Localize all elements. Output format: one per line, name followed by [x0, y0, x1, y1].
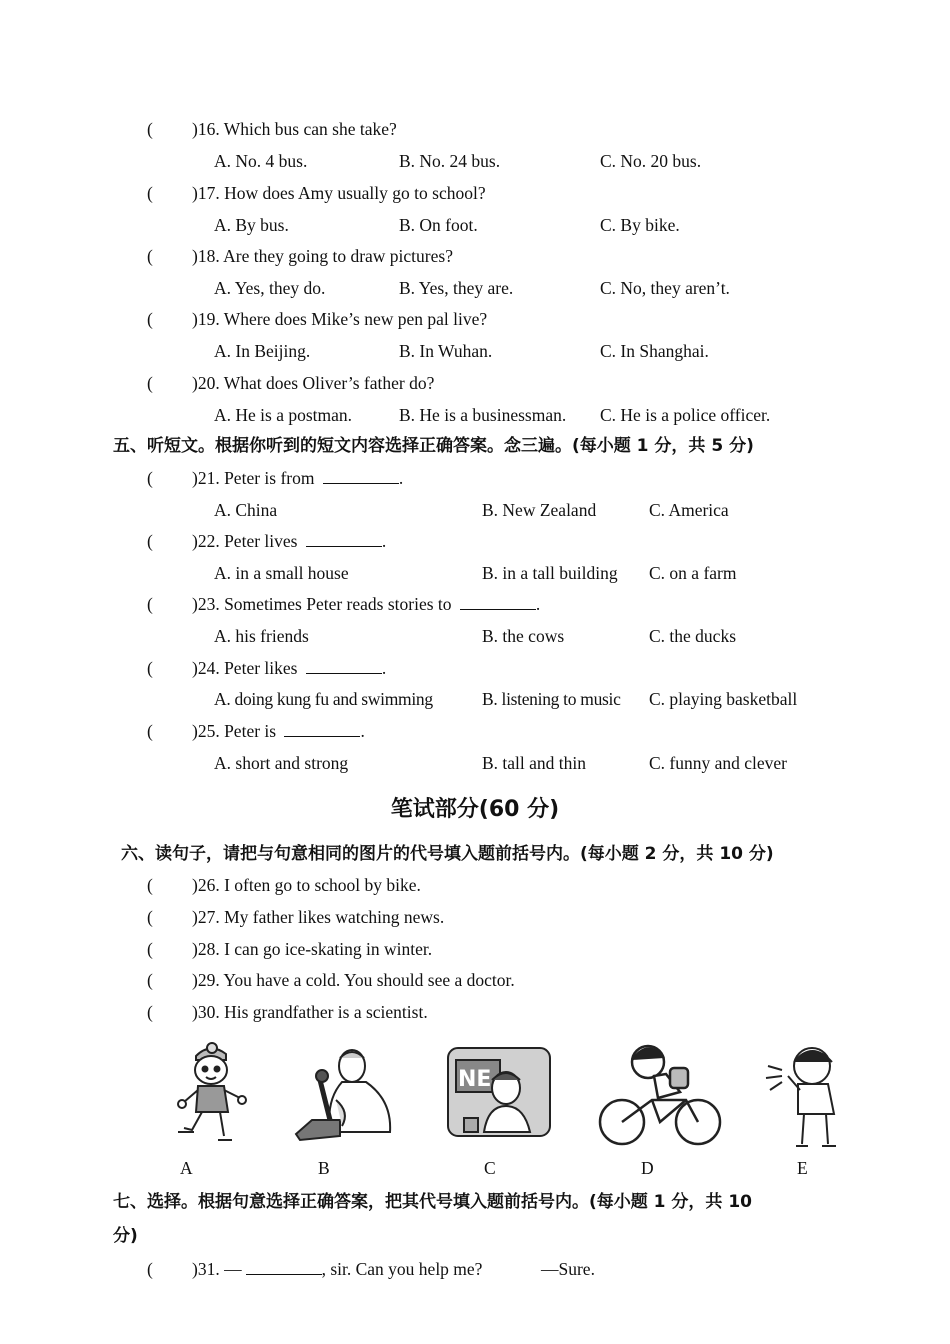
question-text: )27. My father likes watching news.	[192, 907, 445, 927]
question-stem	[192, 1258, 482, 1280]
option-a: A. short and strong	[214, 753, 349, 773]
option-c: C. the ducks	[649, 626, 737, 646]
option-b: B. the cows	[482, 626, 565, 646]
section-5-heading: 五、听短文。根据你听到的短文内容选择正确答案。念三遍。(每小题 1 分，共 5 分)	[113, 436, 754, 456]
written-part-title: 笔试部分(60 分)	[390, 797, 560, 822]
question-text: )29. You have a cold. You should see a doctor.	[192, 970, 515, 990]
answer-bracket: (	[147, 373, 153, 393]
news-picture	[444, 1040, 554, 1145]
question-end: .	[360, 721, 365, 741]
answer-bracket: (	[147, 309, 153, 329]
question-stem	[192, 530, 386, 552]
picture-label-b: B	[318, 1158, 330, 1178]
answer-blank	[246, 1260, 322, 1275]
option-b: B. in a tall building	[482, 563, 618, 583]
answer-blank	[306, 532, 382, 547]
question-text: )24. Peter likes	[192, 658, 298, 678]
option-c: C. By bike.	[600, 215, 680, 235]
option-c: C. playing basketball	[649, 689, 798, 709]
option-c: C. In Shanghai.	[600, 341, 709, 361]
question-stem	[192, 720, 365, 742]
answer-bracket: (	[147, 468, 153, 488]
question-text: )25. Peter is	[192, 721, 277, 741]
picture-label-d: D	[641, 1158, 654, 1178]
section-7-heading-cont: 分)	[113, 1226, 138, 1246]
question-end: .	[535, 594, 541, 614]
answer-bracket: (	[147, 939, 153, 959]
picture-label-e: E	[797, 1158, 808, 1178]
answer-bracket: (	[147, 721, 153, 741]
option-c: C. He is a police officer.	[600, 405, 771, 425]
answer-blank	[284, 722, 360, 737]
question-reply: —Sure.	[541, 1259, 595, 1279]
option-b: B. No. 24 bus.	[399, 151, 501, 171]
answer-bracket: (	[147, 183, 153, 203]
option-a: A. China	[214, 500, 278, 520]
question-stem	[192, 467, 403, 489]
question-text: )26. I often go to school by bike.	[192, 875, 421, 895]
option-a: A. in a small house	[214, 563, 349, 583]
tv-text: NE	[458, 1067, 492, 1092]
question-text: )20. What does Oliver’s father do?	[192, 373, 435, 393]
answer-bracket: (	[147, 594, 153, 614]
question-text: )28. I can go ice-skating in winter.	[192, 939, 433, 959]
question-text: )18. Are they going to draw pictures?	[192, 246, 453, 266]
question-text: )23. Sometimes Peter reads stories to	[192, 594, 452, 614]
option-a: A. He is a postman.	[214, 405, 353, 425]
question-end: .	[398, 468, 404, 488]
option-b: B. In Wuhan.	[399, 341, 493, 361]
question-text: )31. —	[192, 1259, 242, 1279]
scientist-picture	[290, 1040, 400, 1150]
answer-bracket: (	[147, 531, 153, 551]
option-c: C. No, they aren’t.	[600, 278, 730, 298]
picture-label-c: C	[484, 1158, 496, 1178]
answer-bracket: (	[147, 246, 153, 266]
option-b: B. listening to music	[482, 689, 621, 709]
answer-bracket: (	[147, 658, 153, 678]
question-text: )22. Peter lives	[192, 531, 298, 551]
answer-blank	[460, 595, 536, 610]
option-c: C. No. 20 bus.	[600, 151, 702, 171]
answer-blank	[306, 659, 382, 674]
answer-bracket: (	[147, 875, 153, 895]
option-a: A. doing kung fu and swimming	[214, 689, 433, 709]
question-text: )19. Where does Mike’s new pen pal live?	[192, 309, 488, 329]
option-b: B. Yes, they are.	[399, 278, 514, 298]
sneezing-picture	[764, 1040, 850, 1152]
option-a: A. No. 4 bus.	[214, 151, 308, 171]
option-b: B. He is a businessman.	[399, 405, 567, 425]
section-7-heading: 七、选择。根据句意选择正确答案，把其代号填入题前括号内。(每小题 1 分，共 10	[113, 1192, 753, 1212]
option-b: B. On foot.	[399, 215, 478, 235]
question-end: .	[381, 658, 387, 678]
option-c: C. on a farm	[649, 563, 737, 583]
option-c: C. America	[649, 500, 729, 520]
option-a: A. By bus.	[214, 215, 289, 235]
option-a: A. In Beijing.	[214, 341, 311, 361]
option-b: B. tall and thin	[482, 753, 587, 773]
answer-bracket: (	[147, 907, 153, 927]
option-a: A. Yes, they do.	[214, 278, 326, 298]
bike-picture	[596, 1040, 724, 1148]
question-text: )21. Peter is from	[192, 468, 315, 488]
question-stem	[192, 593, 540, 615]
answer-bracket: (	[147, 970, 153, 990]
answer-blank	[323, 469, 399, 484]
section-6-heading: 六、读句子，请把与句意相同的图片的代号填入题前括号内。(每小题 2 分，共 10 分)	[121, 844, 774, 864]
option-b: B. New Zealand	[482, 500, 597, 520]
option-a: A. his friends	[214, 626, 309, 646]
question-end: .	[381, 531, 387, 551]
question-stem	[192, 657, 386, 679]
picture-label-a: A	[180, 1158, 193, 1178]
question-text: )17. How does Amy usually go to school?	[192, 183, 486, 203]
question-text-cont: , sir. Can you help me?	[321, 1259, 483, 1279]
answer-bracket: (	[147, 1002, 153, 1022]
question-text: )30. His grandfather is a scientist.	[192, 1002, 428, 1022]
question-text: )16. Which bus can she take?	[192, 119, 397, 139]
ice-skating-picture	[170, 1040, 260, 1150]
answer-bracket: (	[147, 119, 153, 139]
answer-bracket: (	[147, 1259, 153, 1279]
option-c: C. funny and clever	[649, 753, 788, 773]
